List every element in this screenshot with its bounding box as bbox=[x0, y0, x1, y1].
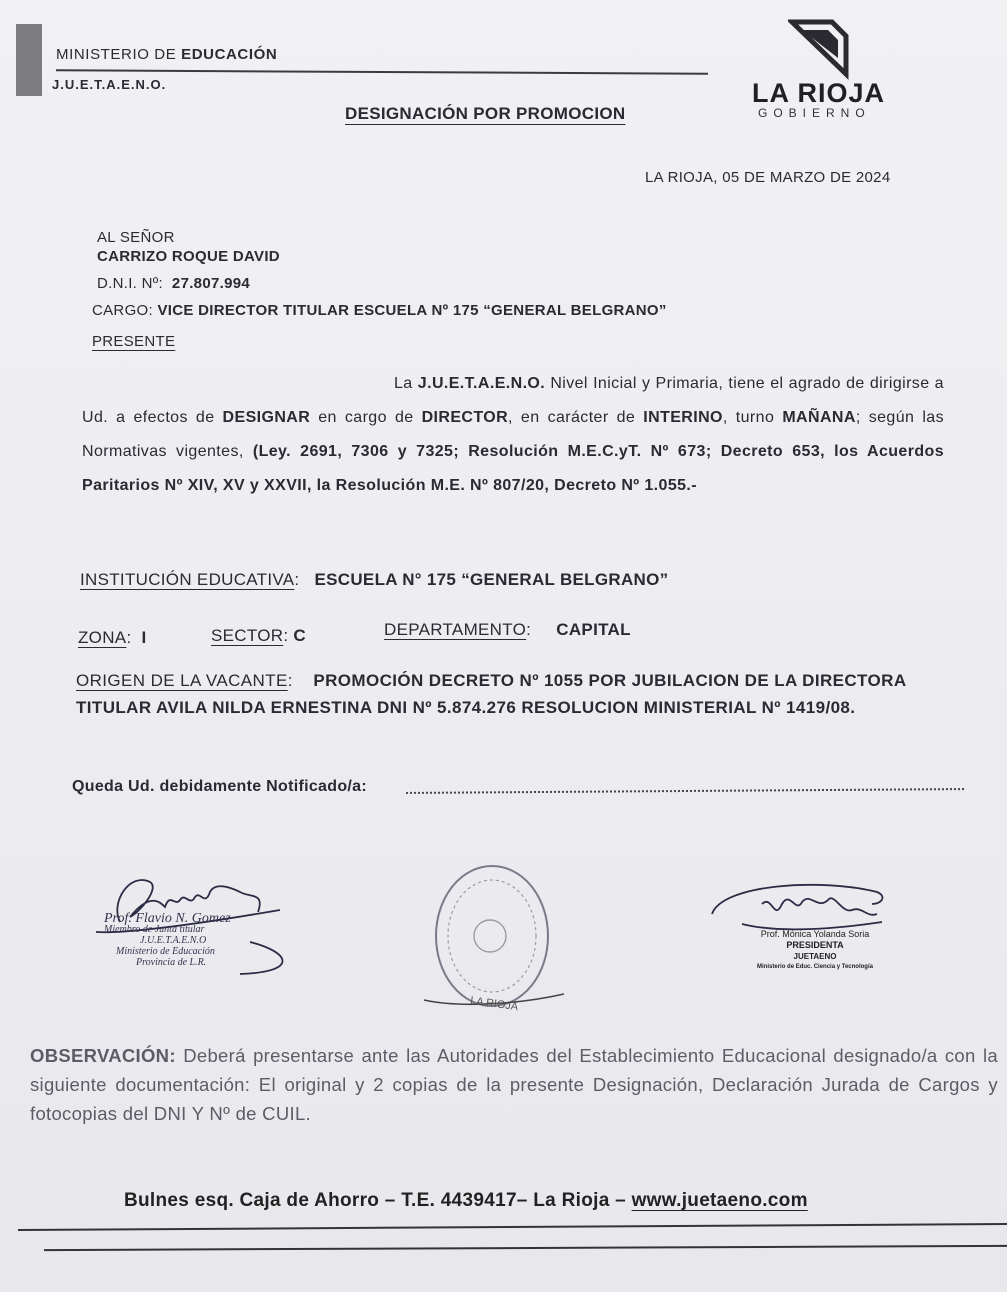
signer-right-ministry: Ministerio de Educ. Ciencia y Tecnología bbox=[757, 964, 873, 970]
cargo-label: CARGO: bbox=[92, 302, 153, 319]
origen-value: PROMOCIÓN DECRETO Nº 1055 POR JUBILACION DE LA DIRECTORA TITULAR AVILA NILDA ERNESTINA DNI Nº 5.874.276 RESOLUCION MINISTERIAL Nº 1419/08. bbox=[76, 671, 906, 717]
cargo-line bbox=[92, 302, 667, 319]
departamento-value: CAPITAL bbox=[556, 620, 631, 639]
dni-line bbox=[97, 275, 250, 292]
notificado-dotted-line bbox=[406, 776, 964, 794]
footer-rule-bottom bbox=[44, 1245, 1007, 1251]
zona-value: I bbox=[141, 628, 147, 647]
cargo-value: VICE DIRECTOR TITULAR ESCUELA Nº 175 “GENERAL BELGRANO” bbox=[157, 302, 667, 319]
signature-right-stamp bbox=[752, 929, 878, 973]
presente-label: PRESENTE bbox=[92, 333, 176, 350]
addressee-name: CARRIZO ROQUE DAVID bbox=[97, 248, 280, 265]
footer-contact bbox=[124, 1190, 808, 1212]
dni-label: D.N.I. Nº: bbox=[97, 275, 163, 292]
signer-left-line1: Miembro de Junta titular bbox=[104, 924, 205, 935]
ministry-heading bbox=[56, 46, 277, 63]
header-divider bbox=[56, 69, 708, 74]
body-bold-6: (Ley. 2691, 7306 y 7325; Resolución M.E.C.yT. Nº 673; Decreto 653, los Acuerdos Paritarios Nº XIV, XV y XXVII, la Resolución M.E. Nº 807/20, Decreto Nº 1.055.- bbox=[82, 443, 944, 494]
document-title: DESIGNACIÓN POR PROMOCION bbox=[345, 104, 626, 123]
logo-name: LA RIOJA bbox=[752, 78, 886, 108]
body-bold-4: INTERINO bbox=[643, 409, 723, 426]
sector-row: SECTOR: C bbox=[211, 626, 306, 645]
designation-body bbox=[82, 367, 944, 503]
logo-subtitle: GOBIERNO bbox=[758, 106, 871, 120]
la-rioja-emblem-icon bbox=[788, 18, 850, 80]
sector-value: C bbox=[293, 626, 306, 645]
seal-text: LA RIOJA bbox=[469, 994, 519, 1014]
zona-row: ZONA: I bbox=[78, 628, 147, 647]
body-text-3: en cargo de bbox=[310, 409, 422, 426]
origen-vacante: ORIGEN DE LA VACANTE: PROMOCIÓN DECRETO Nº 1055 POR JUBILACION DE LA DIRECTORA TITULAR AVILA NILDA ERNESTINA DNI Nº 5.874.276 RESOLUCION MINISTERIAL Nº 1419/08. bbox=[76, 671, 906, 717]
body-bold-1: J.U.E.T.A.E.N.O. bbox=[417, 375, 546, 392]
departamento-label: DEPARTAMENTO bbox=[384, 620, 527, 639]
agency-name: J.U.E.T.A.E.N.O. bbox=[52, 77, 167, 92]
sector-label: SECTOR bbox=[211, 626, 284, 645]
dni-value: 27.807.994 bbox=[171, 275, 250, 292]
footer-address: Bulnes esq. Caja de Ahorro – T.E. 4439417– La Rioja – bbox=[124, 1190, 632, 1211]
signer-right-org: JUETAENO bbox=[793, 952, 837, 961]
body-text-5: , turno bbox=[722, 409, 783, 426]
ministry-bold: EDUCACIÓN bbox=[181, 46, 278, 63]
signature-left-stamp bbox=[104, 913, 231, 968]
institucion-label: INSTITUCIÓN EDUCATIVA bbox=[80, 570, 295, 589]
signer-left-line3: Ministerio de Educación bbox=[116, 946, 215, 957]
body-text-1: La bbox=[394, 375, 418, 392]
signer-right-name: Prof. Mónica Yolanda Soria bbox=[760, 929, 870, 939]
footer-website-link[interactable]: www.juetaeno.com bbox=[631, 1190, 808, 1211]
footer-rule-top bbox=[18, 1223, 1007, 1231]
ministry-prefix: MINISTERIO DE bbox=[56, 46, 177, 63]
observacion-text: Deberá presentarse ante las Autoridades del Establecimiento Educacional designado/a con la siguiente documentación: El original y 2 copias de la presente Designación, Declaración Jurada de Cargos y fotocopias del DNI Y Nº de CUIL. bbox=[30, 1045, 998, 1124]
institucion-value: ESCUELA N° 175 “GENERAL BELGRANO” bbox=[314, 570, 669, 589]
zona-label: ZONA bbox=[78, 628, 127, 647]
signer-right-role: PRESIDENTA bbox=[786, 940, 844, 950]
body-text-2: Nivel Inicial y Primaria, tiene el agrado de dirigirse a Ud. a efectos de bbox=[82, 375, 944, 426]
notificado-label: Queda Ud. debidamente Notificado/a: bbox=[72, 778, 367, 795]
body-bold-5: MAÑANA bbox=[782, 409, 856, 426]
body-text-4: , en carácter de bbox=[508, 409, 644, 426]
observacion-note bbox=[30, 1041, 998, 1128]
header-side-bar bbox=[16, 24, 42, 96]
signer-left-line4: Provincia de L.R. bbox=[136, 957, 207, 968]
document-date: LA RIOJA, 05 DE MARZO DE 2024 bbox=[645, 169, 891, 186]
signer-left-line2: J.U.E.T.A.E.N.O bbox=[140, 935, 207, 946]
body-bold-3: DIRECTOR bbox=[421, 409, 509, 426]
observacion-label: OBSERVACIÓN: bbox=[30, 1045, 176, 1066]
departamento-row: DEPARTAMENTO: CAPITAL bbox=[384, 620, 631, 639]
signer-left-name: Prof. Flavio N. Gomez bbox=[104, 911, 231, 926]
salutation: AL SEÑOR bbox=[97, 229, 175, 246]
institucion-row: INSTITUCIÓN EDUCATIVA: ESCUELA N° 175 “GENERAL BELGRANO” bbox=[80, 570, 669, 589]
body-text-6: ; según las Normativas vigentes, bbox=[82, 409, 944, 460]
origen-label: ORIGEN DE LA VACANTE bbox=[76, 671, 288, 690]
body-bold-2: DESIGNAR bbox=[222, 409, 311, 426]
